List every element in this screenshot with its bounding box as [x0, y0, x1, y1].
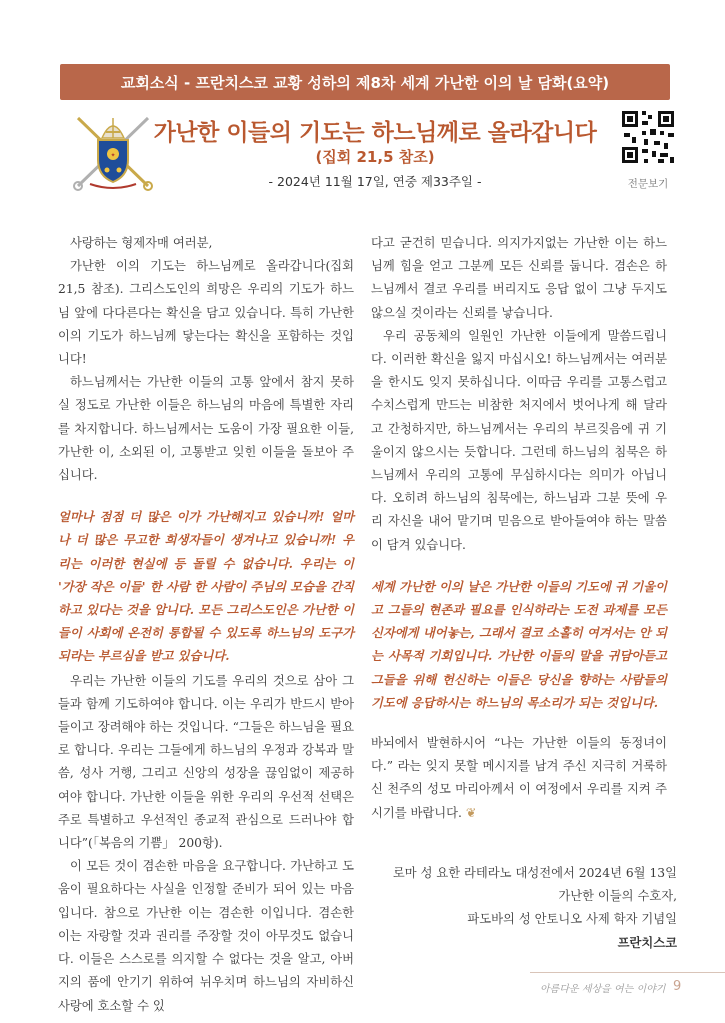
svg-text:✦: ✦	[110, 152, 116, 159]
right-column	[371, 232, 667, 825]
date-line: - 2024년 11월 17일, 연중 제33주일 -	[268, 174, 482, 189]
paragraph: 다고 굳건히 믿습니다. 의지가지없는 가난한 이는 하느님께 힘을 얻고 그분께 모든 신뢰를 둡니다. 겸손은 하느님께서 결코 우리를 버리지도 응답 없이 그냥 두지도 않으실 것이라는 신뢰를 낳습니다.	[371, 236, 667, 320]
left-column	[58, 232, 354, 1018]
leaf-icon: ❦	[465, 805, 477, 820]
magazine-name: 아름다운 세상을 여는 이야기	[540, 984, 666, 995]
paragraph: 가난한 이의 기도는 하느님께로 올라갑니다(집회 21,5 참조). 그리스도인의 희망은 우리의 기도가 하느님 앞에 다다른다는 확신을 담고 있습니다. 특히 가난한 이의 기도가 하느님께 닿는다는 확신을 포함하는 것입니다!	[58, 259, 354, 367]
paragraph	[371, 732, 667, 825]
page-number: 9	[673, 979, 682, 994]
page-title: 가난한 이들의 기도는 하느님께로 올라갑니다	[153, 120, 597, 146]
signature-feast: 파도바의 성 안토니오 사제 학자 기념일	[467, 912, 677, 927]
highlight-quote: 얼마나 점점 더 많은 이가 가난해지고 있습니까! 얼마나 더 많은 무고한 희생자들이 생겨나고 있습니까! 우리는 이러한 현실에 등 돌릴 수 없습니다. 우리는 이 '가장 작은 이들' 한 사람 한 사람이 주님의 모습을 간직하고 있다는 것을 압니다. 모든 그리스도인은 가난한 이들이 사회에 온전히 통합될 수 있도록 하느님의 도구가 되라는 부르심을 받고 있습니다.	[58, 509, 354, 664]
signature-place-date: 로마 성 요한 라테라노 대성전에서 2024년 6월 13일	[392, 866, 677, 880]
paragraph: 우리는 가난한 이들의 기도를 우리의 것으로 삼아 그들과 함께 기도하여야 합니다. 이는 우리가 반드시 받아들이고 장려해야 하는 것입니다. “그들은 하느님을 필요로 합니다. 우리는 그들에게 하느님의 우정과 강복과 말씀, 성사 거행, 그리고 신앙의 성장을 끊임없이 제공하여야 합니다. 가난한 이들을 위한 우리의 우선적 선택은 주로 특별하고 우선적인 종교적 관심으로 드러나야 합니다”(「복음의 기쁨」 200항).	[58, 673, 354, 851]
page-subtitle: (집회 21,5 참조)	[315, 148, 435, 166]
highlight-quote: 세계 가난한 이의 날은 가난한 이들의 기도에 귀 기울이고 그들의 현존과 필요를 인식하라는 도전 과제를 모든 신자에게 내어놓는, 그래서 결코 소홀히 여겨서는 안 되는 사목적 기회입니다. 가난한 이들의 말을 귀담아듣고 그들을 위해 헌신하는 이들은 당신을 향하는 사람들의 기도에 응답하시는 하느님의 목소리가 되는 것입니다.	[371, 578, 667, 710]
closing-text: 바뇌에서 발현하시어 “나는 가난한 이들의 동정녀이다.” 라는 잊지 못할 메시지를 남겨 주신 지극히 거룩하신 천주의 성모 마리아께서 이 여정에서 우리를 지켜 주시기를 바랍니다.	[371, 736, 667, 820]
signature-name: 프란치스코	[617, 935, 677, 950]
section-banner	[60, 64, 670, 100]
paragraph: 우리 공동체의 일원인 가난한 이들에게 말씀드립니다. 이러한 확신을 잃지 마십시오! 하느님께서는 여러분을 한시도 잊지 못하십니다. 이따금 우리를 고통스럽고 수치스럽게 만드는 비참한 처지에서 벗어나게 해 달라고 간청하지만, 하느님께서는 우리의 부르짖음에 귀 기울이지 않으시는 듯합니다. 그런데 하느님의 침묵은 하느님께서 우리의 고통에 무심하시다는 의미가 아닙니다. 오히려 하느님의 침묵에는, 하느님과 그분 뜻에 우리 자신을 내어 맡기며 믿음으로 받아들여야 하는 말씀이 담겨 있습니다.	[371, 328, 667, 552]
papal-coat-of-arms-icon	[64, 110, 162, 192]
qr-code-icon[interactable]	[620, 109, 676, 165]
paragraph: 이 모든 것이 겸손한 마음을 요구합니다. 가난하고 도움이 필요하다는 사실을 인정할 준비가 되어 있는 마음입니다. 참으로 가난한 이는 겸손한 이입니다. 겸손한 이는 자랑할 것과 권리를 주장할 것이 아무것도 없습니다. 이들은 스스로를 의지할 수 없다는 것을 알고, 아버지의 품에 안기기 위하여 뉘우치며 하느님의 자비하신 사랑에 호소할 수 있	[58, 859, 354, 1013]
banner-text: 교회소식 - 프란치스코 교황 성하의 제8차 세계 가난한 이의 날 담화(요약)	[120, 73, 610, 92]
qr-label[interactable]: 전문보기	[627, 178, 669, 190]
signature-block	[393, 862, 677, 955]
paragraph: 사랑하는 형제자매 여러분,	[70, 236, 213, 250]
footer-divider	[530, 972, 725, 973]
paragraph: 하느님께서는 가난한 이들의 고통 앞에서 참지 못하실 정도로 가난한 이들은 하느님의 마음에 특별한 자리를 차지합니다. 하느님께서는 도움이 가장 필요한 이들, 가난한 이, 소외된 이, 고통받고 잊힌 이들을 돌보아 주십니다.	[58, 375, 354, 483]
signature-title: 가난한 이들의 수호자,	[558, 889, 677, 904]
